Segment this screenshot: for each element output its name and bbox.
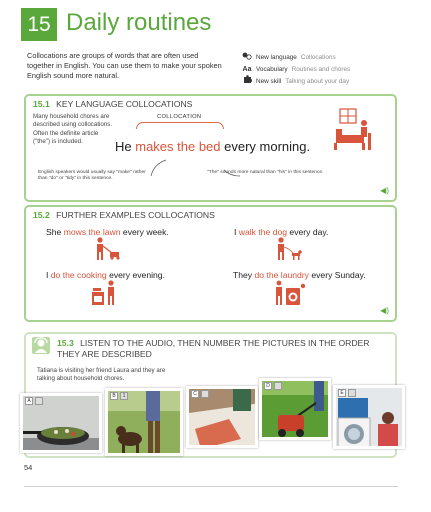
sentence-start: They xyxy=(233,270,255,280)
example-sentence xyxy=(234,227,328,237)
answer-box[interactable] xyxy=(348,389,356,397)
sentence-start: He xyxy=(115,139,136,154)
photo-label xyxy=(110,392,128,400)
example-sentence xyxy=(233,270,366,280)
section-number: 15.2 xyxy=(33,210,50,220)
legend-value: Routines and chores xyxy=(291,65,351,73)
collocation-highlight: walk the dog xyxy=(238,227,288,237)
audio-icon[interactable]: ◀) xyxy=(380,186,389,195)
section-heading: KEY LANGUAGE COLLOCATIONS xyxy=(56,99,193,109)
page-number: 54 xyxy=(24,463,33,472)
making-bed-illustration xyxy=(332,107,376,153)
photo-label xyxy=(191,390,209,398)
unit-title: Daily routines xyxy=(66,9,212,36)
sentence-end: every evening. xyxy=(106,270,165,280)
legend-row-skill xyxy=(242,75,350,89)
section-number: 15.3 xyxy=(57,338,74,348)
answer-box[interactable] xyxy=(35,397,43,405)
answer-box[interactable] xyxy=(201,390,209,398)
legend-row-language xyxy=(242,52,350,65)
photo-letter: B xyxy=(110,392,118,400)
side-note: Many household chores are described using collocations. Often the definite article ("the") is included. xyxy=(33,113,113,146)
example-sentence xyxy=(115,139,310,154)
photo-letter: D xyxy=(264,382,272,390)
example-sentence xyxy=(46,270,165,280)
laundry-photo-image xyxy=(336,388,405,449)
sentence-start: I xyxy=(234,227,239,237)
key-language-box xyxy=(24,94,397,202)
legend-value: Collocations xyxy=(300,54,336,61)
photo-laundry xyxy=(333,385,405,449)
example-sentence xyxy=(46,227,169,237)
sentence-end: every week. xyxy=(120,227,169,237)
sentence-end: every morning. xyxy=(220,139,311,154)
vocabulary-icon: Aa xyxy=(242,65,252,73)
collocation-highlight: mows the lawn xyxy=(63,227,121,237)
speech-bubbles-icon xyxy=(242,52,252,65)
section-heading: LISTEN TO THE AUDIO, THEN NUMBER THE PICTURES IN THE ORDER THEY ARE DESCRIBED xyxy=(57,338,370,359)
sentence-end: every day. xyxy=(287,227,329,237)
answer-box[interactable]: 1 xyxy=(120,392,128,400)
section-title xyxy=(33,99,192,109)
dog-photo-image xyxy=(108,391,183,456)
further-examples-box xyxy=(24,205,397,322)
photo-letter: C xyxy=(191,390,199,398)
section-title xyxy=(33,210,215,220)
dog-walking-illustration xyxy=(274,237,304,261)
unit-number: 15 xyxy=(21,8,57,41)
laundry-illustration xyxy=(274,280,306,306)
section-title xyxy=(57,338,387,359)
section-number: 15.1 xyxy=(33,99,50,109)
legend-row-vocabulary xyxy=(242,65,350,76)
collocation-brace xyxy=(136,122,224,129)
sentence-start: I xyxy=(46,270,51,280)
legend-label: New skill xyxy=(256,77,282,85)
legend xyxy=(242,52,350,89)
note-make: English speakers would usually say "make" rather than "do" or "tidy" in this sentence. xyxy=(38,170,146,182)
sentence-end: every Sunday. xyxy=(308,270,366,280)
context-note: Tatiana is visiting her friend Laura and they are talking about household chores. xyxy=(37,367,166,383)
photo-letter: E xyxy=(338,389,346,397)
photo-letter: A xyxy=(25,397,33,405)
section-heading: FURTHER EXAMPLES COLLOCATIONS xyxy=(56,210,215,220)
photo-making-bed xyxy=(186,386,258,448)
cooking-illustration xyxy=(90,280,120,306)
photo-label xyxy=(264,382,282,390)
page-divider xyxy=(24,486,398,487)
legend-label: New language xyxy=(256,54,297,61)
photo-cooking xyxy=(20,393,102,453)
photo-label xyxy=(338,389,356,397)
mowing-illustration xyxy=(92,237,122,261)
intro-text: Collocations are groups of words that are often used together in English. You can use them to make your spoken English sound more natural. xyxy=(27,51,222,81)
legend-value: Talking about your day xyxy=(285,77,350,85)
audio-icon[interactable]: ◀) xyxy=(380,306,389,315)
photo-label xyxy=(25,397,43,405)
collocation-highlight: makes the bed xyxy=(135,139,221,154)
note-the: "The" sounds more natural than "his" in this sentence. xyxy=(207,170,324,175)
photo-dog-walking xyxy=(105,388,183,456)
collocation-highlight: do the cooking xyxy=(50,270,107,280)
collocation-highlight: do the laundry xyxy=(254,270,309,280)
listening-icon xyxy=(32,337,50,354)
puzzle-icon xyxy=(242,75,252,89)
photo-mowing xyxy=(259,378,331,440)
collocation-label: COLLOCATION xyxy=(157,114,202,120)
sentence-start: She xyxy=(46,227,64,237)
answer-box[interactable] xyxy=(274,382,282,390)
legend-label: Vocabulary xyxy=(256,65,288,73)
